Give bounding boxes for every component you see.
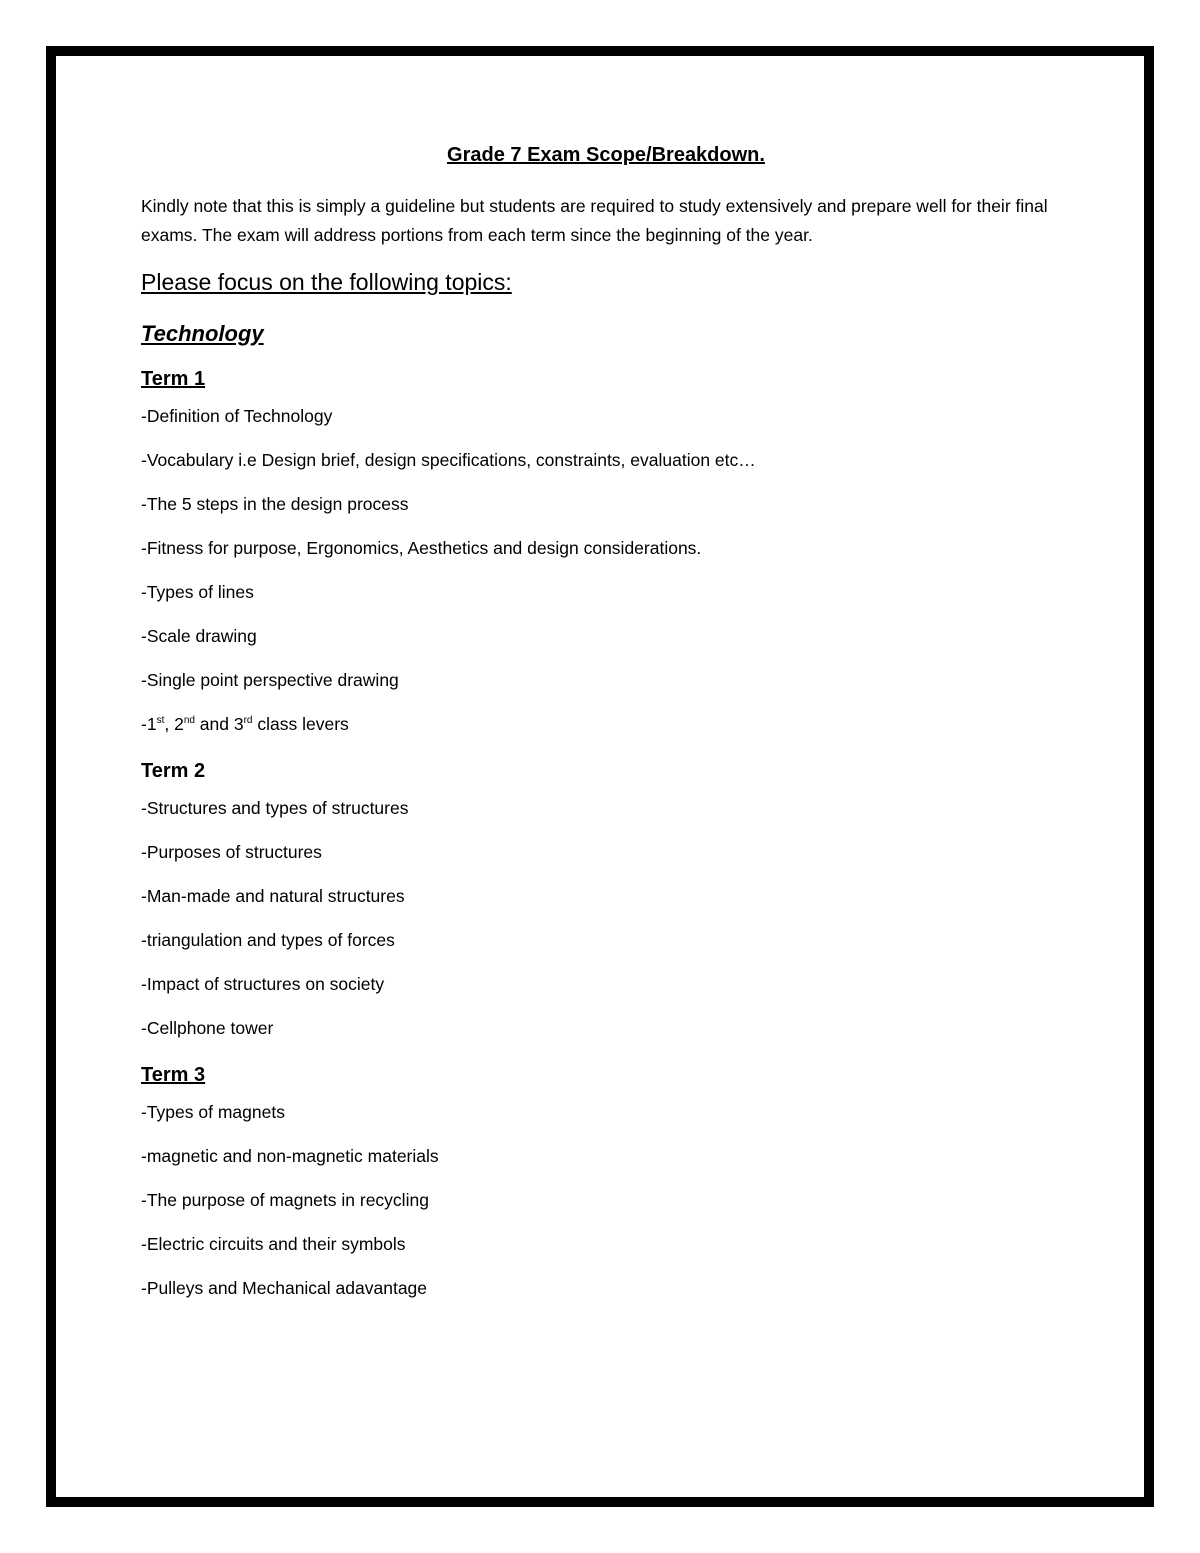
intro-paragraph: Kindly note that this is simply a guideline but students are required to study extensively and prepare well for their final exams. The exam will address portions from each term since the beginning of the year. — [141, 196, 1048, 245]
levers-sup-3: rd — [243, 715, 253, 727]
term-1-section — [141, 364, 1071, 736]
subject-heading: Technology — [141, 321, 264, 346]
term-3-heading: Term 3 — [141, 1064, 206, 1086]
levers-suffix: class levers — [252, 714, 349, 734]
topic-item: -The 5 steps in the design process — [141, 494, 409, 514]
topic-item: -The purpose of magnets in recycling — [141, 1190, 429, 1210]
levers-sup-2: nd — [183, 715, 195, 727]
term-2-section — [141, 756, 1071, 1040]
levers-sup-1: st — [156, 715, 165, 727]
topic-item: -Pulleys and Mechanical adavantage — [141, 1278, 428, 1298]
levers-part-3: and 3 — [194, 714, 244, 734]
term-1-heading: Term 1 — [141, 368, 206, 390]
topic-item: -triangulation and types of forces — [141, 930, 395, 950]
topic-item: -Man-made and natural structures — [141, 886, 405, 906]
topic-item: -Types of magnets — [141, 1102, 285, 1122]
topic-item: -Purposes of structures — [141, 842, 322, 862]
term-3-section — [141, 1060, 1071, 1300]
topic-item: -Definition of Technology — [141, 406, 333, 426]
term-2-heading: Term 2 — [141, 760, 206, 782]
levers-prefix: -1 — [141, 714, 157, 734]
topic-item: -Vocabulary i.e Design brief, design specifications, constraints, evaluation etc… — [141, 450, 756, 470]
topic-item-levers — [141, 712, 1071, 736]
document-content — [141, 140, 1071, 1320]
document-title: Grade 7 Exam Scope/Breakdown. — [447, 144, 765, 166]
topic-item: -Scale drawing — [141, 626, 257, 646]
topic-item: -Electric circuits and their symbols — [141, 1234, 406, 1254]
topic-item: -Impact of structures on society — [141, 974, 385, 994]
topic-item: -magnetic and non-magnetic materials — [141, 1146, 439, 1166]
topic-item: -Structures and types of structures — [141, 798, 409, 818]
topic-item: -Single point perspective drawing — [141, 670, 399, 690]
topic-item: -Fitness for purpose, Ergonomics, Aesthetics and design considerations. — [141, 538, 702, 558]
topic-item: -Types of lines — [141, 582, 254, 602]
topic-item: -Cellphone tower — [141, 1018, 274, 1038]
focus-heading: Please focus on the following topics: — [141, 269, 512, 295]
levers-part-2: , 2 — [164, 714, 184, 734]
